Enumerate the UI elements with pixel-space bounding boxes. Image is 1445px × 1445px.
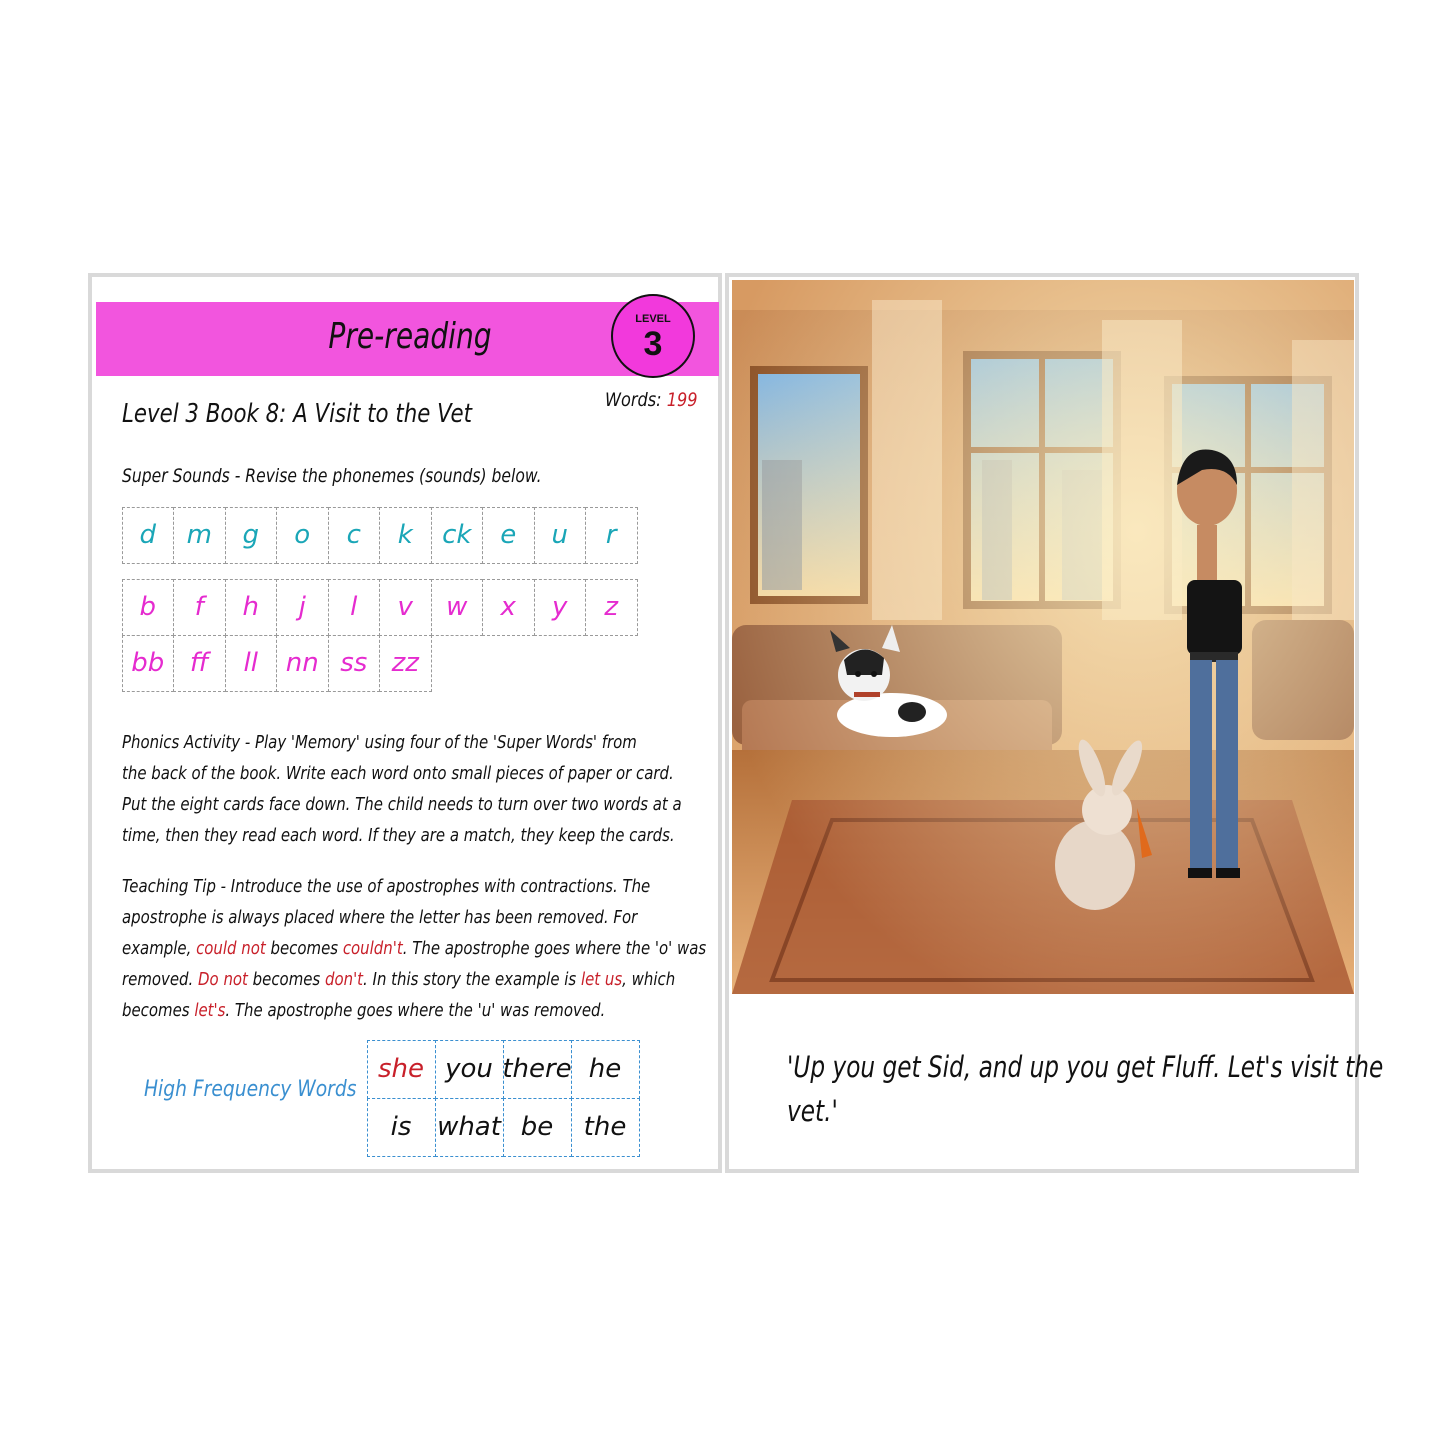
living-room-illustration [732,280,1354,994]
pre-reading-page [88,273,722,1173]
phoneme-cell: r [585,507,638,564]
phoneme-cell: d [122,507,175,564]
phoneme-cell: j [276,579,329,636]
phoneme-cell: nn [276,635,329,692]
level-badge-label: LEVEL [635,313,671,325]
page-title: Pre-reading [328,316,492,357]
super-sounds-intro: Super Sounds - Revise the phonemes (sounds) below. [122,465,542,487]
hfw-cell: you [435,1040,504,1099]
hfw-cell: she [367,1040,436,1099]
hfw-cell: he [571,1040,640,1099]
phoneme-cell: h [225,579,278,636]
phoneme-cell: u [534,507,587,564]
phonics-activity [122,727,682,851]
high-frequency-words-grid [367,1040,639,1156]
phoneme-grid-row2 [122,579,637,691]
word-count-label: Words: [605,389,662,411]
phonics-line: the back of the book. Write each word onto small pieces of paper or card. [122,763,674,784]
tip-line: apostrophe is always placed where the letter has been removed. For [122,907,638,928]
tip-line: example, could not becomes couldn't. The apostrophe goes where the 'o' was [122,938,707,959]
phoneme-cell: e [482,507,535,564]
word-count [605,389,698,411]
phoneme-cell: l [328,579,381,636]
tip-line: becomes let's. The apostrophe goes where the 'u' was removed. [122,1000,606,1021]
phoneme-cell: b [122,579,175,636]
phoneme-grid-row1 [122,507,637,563]
level-badge [611,294,695,378]
phoneme-cell: ll [225,635,278,692]
teaching-tip [122,871,707,1026]
hfw-cell: be [503,1098,572,1157]
phoneme-cell: zz [379,635,432,692]
phoneme-cell: ff [173,635,226,692]
book-title: Level 3 Book 8: A Visit to the Vet [122,399,472,429]
phoneme-cell: k [379,507,432,564]
level-badge-number: 3 [643,325,663,363]
word-count-value: 199 [666,389,698,411]
hfw-cell: the [571,1098,640,1157]
hfw-cell: there [503,1040,572,1099]
high-frequency-words-label: High Frequency Words [144,1077,357,1102]
phoneme-cell: m [173,507,226,564]
phoneme-cell: bb [122,635,175,692]
phoneme-cell: c [328,507,381,564]
phoneme-cell: w [431,579,484,636]
story-text: 'Up you get Sid, and up you get Fluff. Let's visit the vet.' [787,1050,1384,1128]
phoneme-cell: ck [431,507,484,564]
phoneme-cell: o [276,507,329,564]
phonics-line: Put the eight cards face down. The child needs to turn over two words at a [122,794,682,815]
phoneme-cell: y [534,579,587,636]
hfw-cell: is [367,1098,436,1157]
story-illustration [732,280,1354,994]
phoneme-cell: v [379,579,432,636]
hfw-cell: what [435,1098,504,1157]
phoneme-cell: z [585,579,638,636]
tip-line: Teaching Tip - Introduce the use of apostrophes with contractions. The [122,876,651,897]
phoneme-cell: ss [328,635,381,692]
phonics-line: Phonics Activity - Play 'Memory' using four of the 'Super Words' from [122,732,637,753]
phoneme-cell: x [482,579,535,636]
story-page [725,273,1384,1173]
phoneme-cell: f [173,579,226,636]
tip-line: removed. Do not becomes don't. In this story the example is let us, which [122,969,676,990]
phoneme-cell: g [225,507,278,564]
phonics-line: time, then they read each word. If they are a match, they keep the cards. [122,825,675,846]
